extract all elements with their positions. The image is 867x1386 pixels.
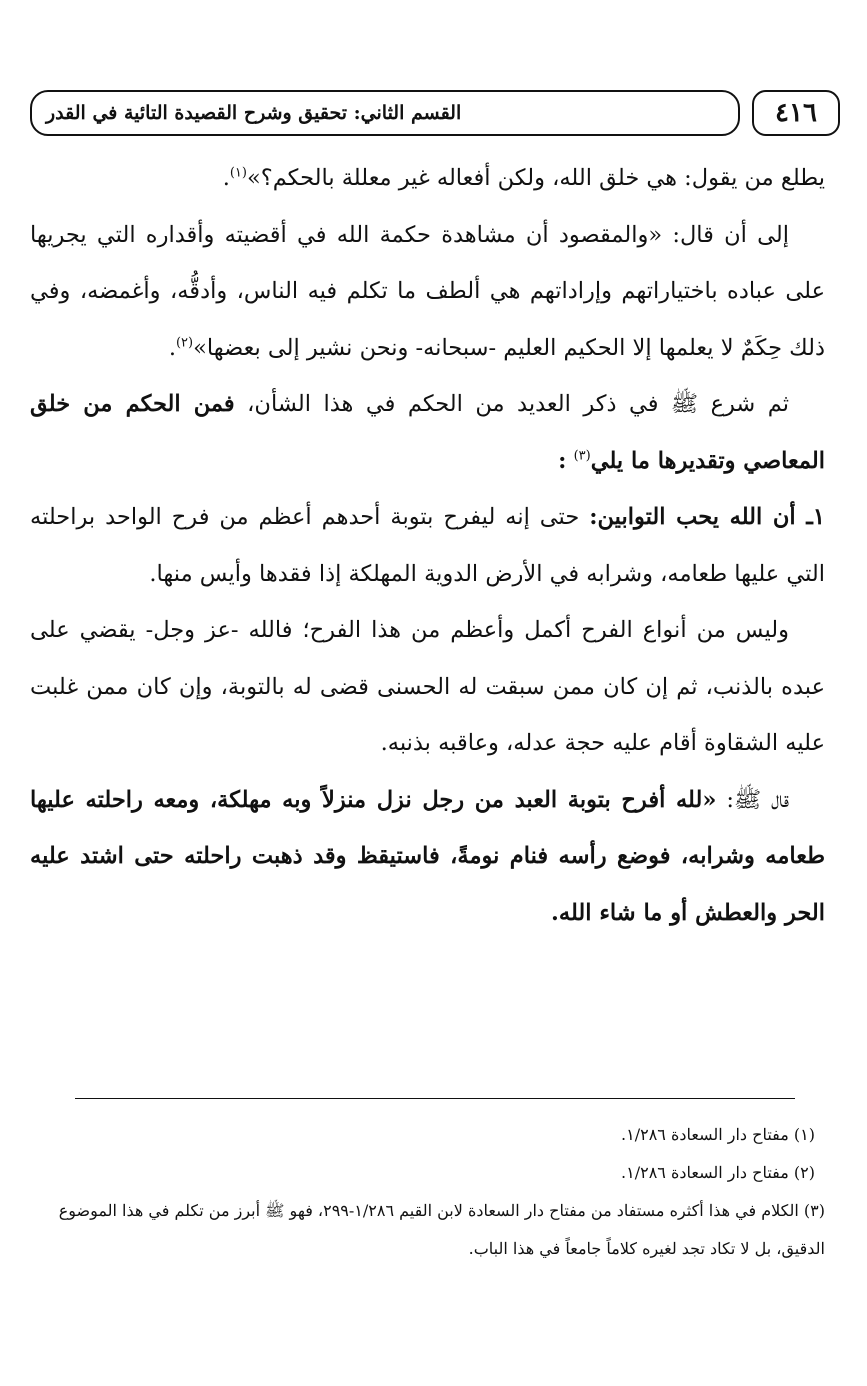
footnote-separator: [75, 1098, 795, 1099]
hadith-quote: «لله أفرح بتوبة العبد من رجل نزل منزلاً وبه مهلكة، ومعه راحلته عليها طعامه وشرابه، فوضع رأسه فنام نومةً، فاستيقظ وقد ذهبت راحلته حتى اشتد عليه الحر والعطش أو ما شاء الله.: [30, 786, 825, 926]
footnotes: [35, 1116, 825, 1268]
paragraph-4: [30, 489, 825, 602]
point-1-heading: ١ـ أن الله يحب التوابين:: [589, 504, 825, 530]
main-text: [30, 150, 825, 941]
footnote-ref-3: (٣): [573, 448, 591, 463]
paragraph-2: إلى أن قال: «والمقصود أن مشاهدة حكمة الله في أقضيته وأقداره التي يجريها على عباده باختياراتهم وإراداتهم هي ألطف ما تكلم فيه الناس، وأدقُّه، وأغمضه، وفي ذلك حِكَمٌ لا يعلمها إلا الحكيم العليم -سبحانه- ونحن نشير إلى بعضها»$^{(٢)}$.: [30, 221, 825, 361]
paragraph-2-text: إلى أن قال: «والمقصود أن مشاهدة حكمة الله في أقضيته وأقداره التي يجريها على عباده باختياراتهم وإراداتهم هي ألطف ما تكلم فيه الناس، وأدقُّه، وأغمضه، وفي ذلك حِكَمٌ لا يعلمها إلا الحكيم العليم -سبحانه- ونحن نشير إلى بعضها»: [30, 221, 825, 361]
footnote-3: (٣) الكلام في هذا أكثره مستفاد من مفتاح دار السعادة لابن القيم ١/٢٨٦-٢٩٩، فهو ﷺ أبرز من تكلم في هذا الموضوع الدقيق، بل لا تكاد تجد لغيره كلاماً جامعاً في هذا الباب.: [58, 1201, 825, 1258]
paragraph-3-end: :: [558, 447, 567, 474]
paragraph-3-text: ثم شرع ﷺ في ذكر العديد من الحكم في هذا الشأن،: [247, 391, 789, 417]
paragraph-3-bold: فمن الحكم من خلق المعاصي وتقديرها ما يلي: [30, 391, 825, 474]
paragraph-1: يطلع من يقول: هي خلق الله، ولكن أفعاله غير معللة بالحكم؟»$^{(١)}$.: [222, 165, 825, 191]
paragraph-4-text: حتى إنه ليفرح بتوبة أحدهم أعظم من فرح الواحد براحلته التي عليها طعامه، وشرابه في الأرض الدوية المهلكة إذا فقدها وأيس منها.: [30, 504, 825, 587]
paragraph-6: [30, 772, 825, 942]
paragraph-6-prefix: قال ﷺ:: [726, 786, 789, 813]
footnote-1: (١) مفتاح دار السعادة ١/٢٨٦.: [621, 1125, 815, 1144]
paragraph-3: [30, 376, 825, 489]
paragraph-5-text: وليس من أنواع الفرح أكمل وأعظم من هذا الفرح؛ فالله -عز وجل- يقضي على عبده بالذنب، ثم إن كان ممن سبقت له الحسنى قضى له بالتوبة، وإن كان ممن غلبت عليه الشقاوة أقام عليه حجة عدله، وعاقبه بذنبه.: [30, 617, 825, 756]
running-title: القسم الثاني: تحقيق وشرح القصيدة التائية في القدر: [30, 90, 740, 136]
paragraph-5: [30, 602, 825, 772]
paragraph-1-text: يطلع من يقول: هي خلق الله، ولكن أفعاله غير معللة بالحكم؟»: [246, 165, 825, 191]
page-header: [30, 90, 840, 140]
footnote-ref-1: (١): [229, 165, 247, 181]
footnote-ref-2: (٢): [175, 335, 194, 350]
footnote-2: (٢) مفتاح دار السعادة ١/٢٨٦.: [621, 1163, 815, 1182]
page-number: ٤١٦: [752, 90, 840, 136]
